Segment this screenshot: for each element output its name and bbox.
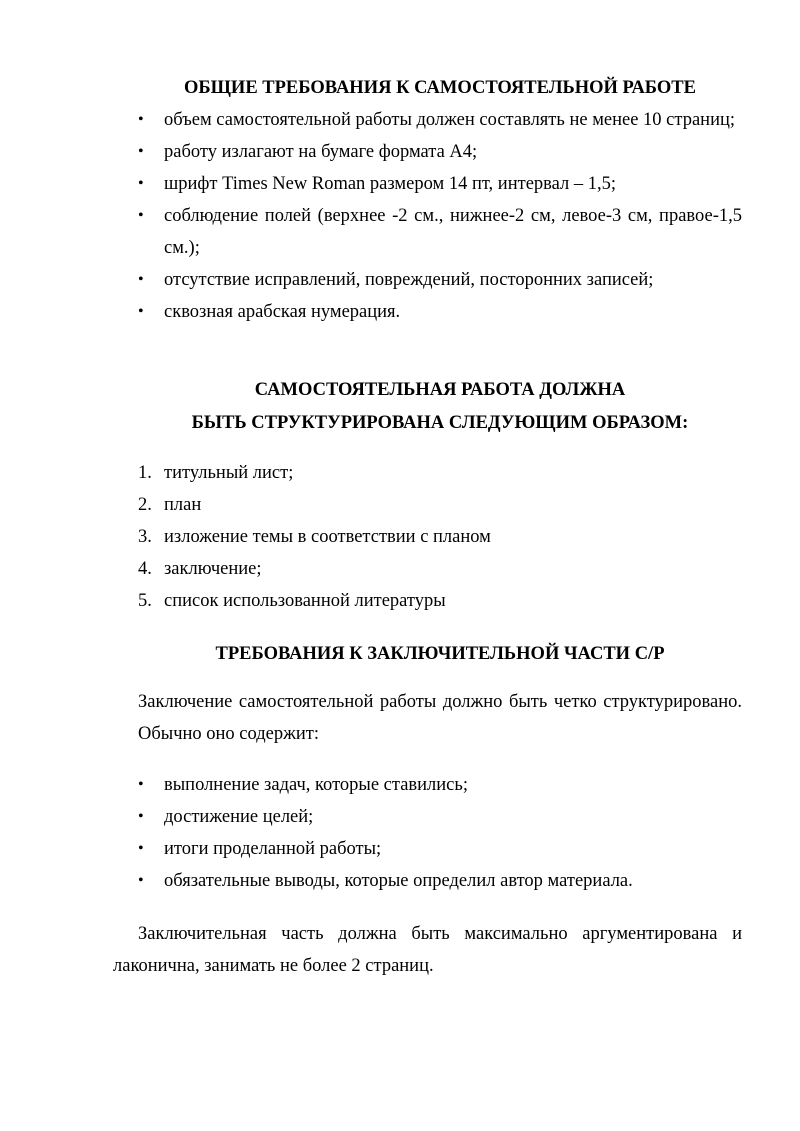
- list-item: [138, 296, 742, 328]
- bullet-icon: •: [138, 143, 144, 160]
- bullet-icon: •: [138, 808, 144, 825]
- list-item: [138, 168, 742, 200]
- list-item-text: работу излагают на бумаге формата А4;: [164, 142, 478, 162]
- list-number: 4.: [138, 559, 152, 579]
- conclusion-contents-list: [138, 769, 742, 897]
- list-item-text: достижение целей;: [164, 807, 314, 827]
- list-item: [138, 457, 742, 489]
- list-item-text: титульный лист;: [164, 463, 294, 483]
- list-item: [138, 833, 742, 865]
- bullet-icon: •: [138, 175, 144, 192]
- list-item-text: обязательные выводы, которые определил автор материала.: [164, 871, 633, 891]
- list-item-text: шрифт Times New Roman размером 14 пт, интервал – 1,5;: [164, 174, 617, 194]
- list-number: 1.: [138, 463, 152, 483]
- list-item-text: итоги проделанной работы;: [164, 839, 382, 859]
- section2-heading-line2: БЫТЬ СТРУКТУРИРОВАНА СЛЕДУЮЩИМ ОБРАЗОМ:: [191, 413, 689, 433]
- list-item: [138, 489, 742, 521]
- list-item-text: заключение;: [164, 559, 262, 579]
- bullet-icon: •: [138, 840, 144, 857]
- bullet-icon: •: [138, 303, 144, 320]
- list-item: [138, 769, 742, 801]
- list-number: 5.: [138, 591, 152, 611]
- list-item-text: план: [164, 495, 202, 515]
- list-item-text: сквозная арабская нумерация.: [164, 302, 401, 322]
- list-item-text: выполнение задач, которые ставились;: [164, 775, 468, 795]
- bullet-icon: •: [138, 271, 144, 288]
- list-item-text: объем самостоятельной работы должен составлять не менее 10 страниц;: [164, 110, 736, 130]
- list-item: [138, 104, 742, 136]
- list-item: [138, 264, 742, 296]
- section1-heading: ОБЩИЕ ТРЕБОВАНИЯ К САМОСТОЯТЕЛЬНОЙ РАБОТЕ: [184, 78, 696, 98]
- structure-list: [138, 457, 742, 617]
- list-item: [138, 136, 742, 168]
- list-item: [138, 801, 742, 833]
- list-number: 3.: [138, 527, 152, 547]
- list-number: 2.: [138, 495, 152, 515]
- bullet-icon: •: [138, 776, 144, 793]
- bullet-icon: •: [138, 207, 144, 224]
- requirements-list: [138, 104, 742, 328]
- list-item-text: соблюдение полей (верхнее -2 см., нижнее-2 см, левое-3 см, правое-1,5 см.);: [164, 206, 742, 258]
- bullet-icon: •: [138, 872, 144, 889]
- list-item: [138, 865, 742, 897]
- list-item-text: список использованной литературы: [164, 591, 446, 611]
- bullet-icon: •: [138, 111, 144, 128]
- list-item: [138, 200, 742, 264]
- section3-heading: ТРЕБОВАНИЯ К ЗАКЛЮЧИТЕЛЬНОЙ ЧАСТИ С/Р: [215, 644, 665, 664]
- section2-heading-line1: САМОСТОЯТЕЛЬНАЯ РАБОТА ДОЛЖНА: [254, 380, 626, 400]
- conclusion-intro: Заключение самостоятельной работы должно быть четко структурировано. Обычно оно содержит:: [138, 692, 742, 744]
- list-item: [138, 521, 742, 553]
- list-item-text: изложение темы в соответствии с планом: [164, 527, 491, 547]
- list-item: [138, 585, 742, 617]
- list-item: [138, 553, 742, 585]
- list-item-text: отсутствие исправлений, повреждений, посторонних записей;: [164, 270, 654, 290]
- conclusion-closing: Заключительная часть должна быть максимально аргументирована и лаконична, занимать не более 2 страниц.: [113, 924, 742, 976]
